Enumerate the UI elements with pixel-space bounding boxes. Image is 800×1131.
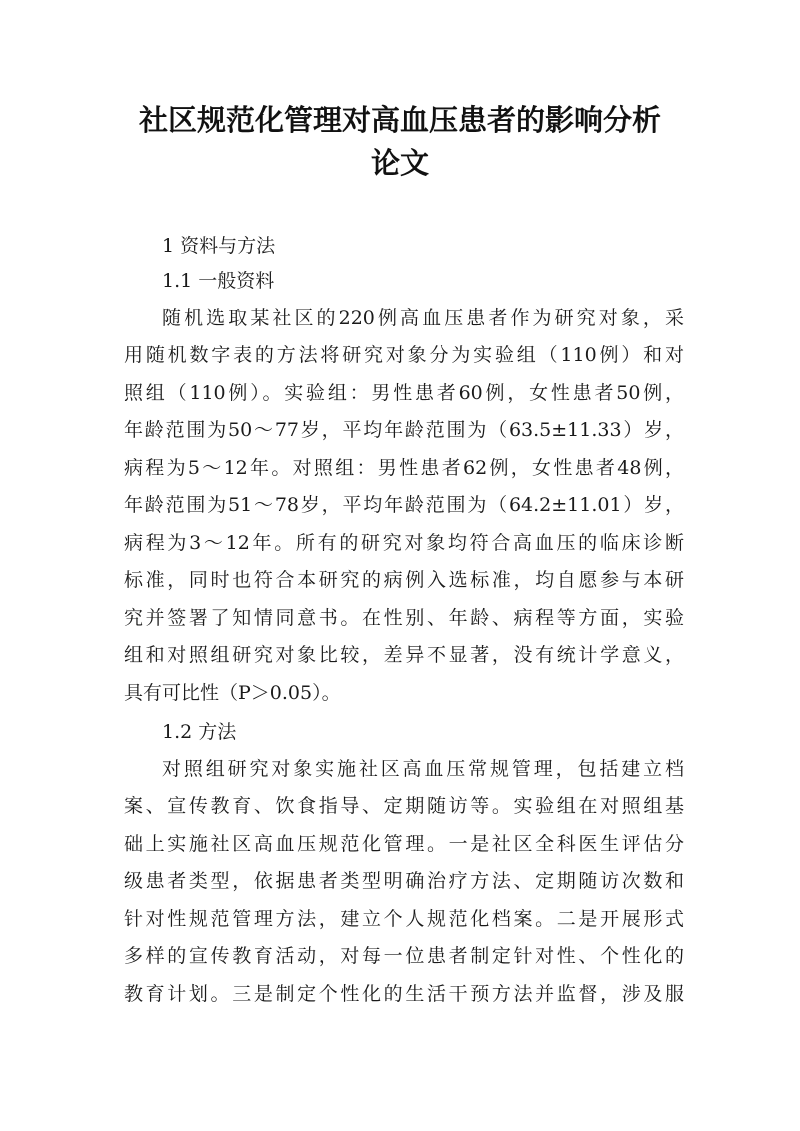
paragraph-line: 用随机数字表的方法将研究对象分为实验组（110例）和对 xyxy=(124,344,684,366)
paragraph-line: 对照组研究对象实施社区高血压常规管理，包括建立档 xyxy=(162,758,684,780)
paragraph-line: 年龄范围为51～78岁，平均年龄范围为（64.2±11.01）岁， xyxy=(124,494,684,516)
paragraph-line: 级患者类型，依据患者类型明确治疗方法、定期随访次数和 xyxy=(124,870,684,892)
section-heading-1-2: 1.2 方法 xyxy=(162,721,237,743)
paragraph-line: 案、宣传教育、饮食指导、定期随访等。实验组在对照组基 xyxy=(124,795,684,817)
paragraph-line: 年龄范围为50～77岁，平均年龄范围为（63.5±11.33）岁， xyxy=(124,419,684,441)
paragraph-line: 究并签署了知情同意书。在性别、年龄、病程等方面，实验 xyxy=(124,607,684,629)
paragraph-line: 教育计划。三是制定个性化的生活干预方法并监督，涉及服 xyxy=(124,983,684,1005)
paragraph-line: 多样的宣传教育活动，对每一位患者制定针对性、个性化的 xyxy=(124,945,684,967)
document-title-line-1: 社区规范化管理对高血压患者的影响分析 xyxy=(138,103,661,137)
paragraph-line: 病程为5～12年。对照组：男性患者62例，女性患者48例， xyxy=(124,457,684,479)
paragraph-line: 标准，同时也符合本研究的病例入选标准，均自愿参与本研 xyxy=(124,569,684,591)
section-heading-1: 1 资料与方法 xyxy=(162,235,276,257)
paragraph-line: 随机选取某社区的220例高血压患者作为研究对象，采 xyxy=(162,307,684,329)
paragraph-line: 病程为3～12年。所有的研究对象均符合高血压的临床诊断 xyxy=(124,532,684,554)
paragraph-line: 础上实施社区高血压规范化管理。一是社区全科医生评估分 xyxy=(124,833,684,855)
paragraph-line: 组和对照组研究对象比较，差异不显著，没有统计学意义， xyxy=(124,644,684,666)
section-heading-1-1: 1.1 一般资料 xyxy=(162,270,275,292)
paragraph-line: 针对性规范管理方法，建立个人规范化档案。二是开展形式 xyxy=(124,908,684,930)
paragraph-line: 照组（110例）。实验组：男性患者60例，女性患者50例， xyxy=(124,382,684,404)
paragraph-line: 具有可比性（P＞0.05）。 xyxy=(124,682,341,704)
document-title-line-2: 论文 xyxy=(370,146,429,180)
